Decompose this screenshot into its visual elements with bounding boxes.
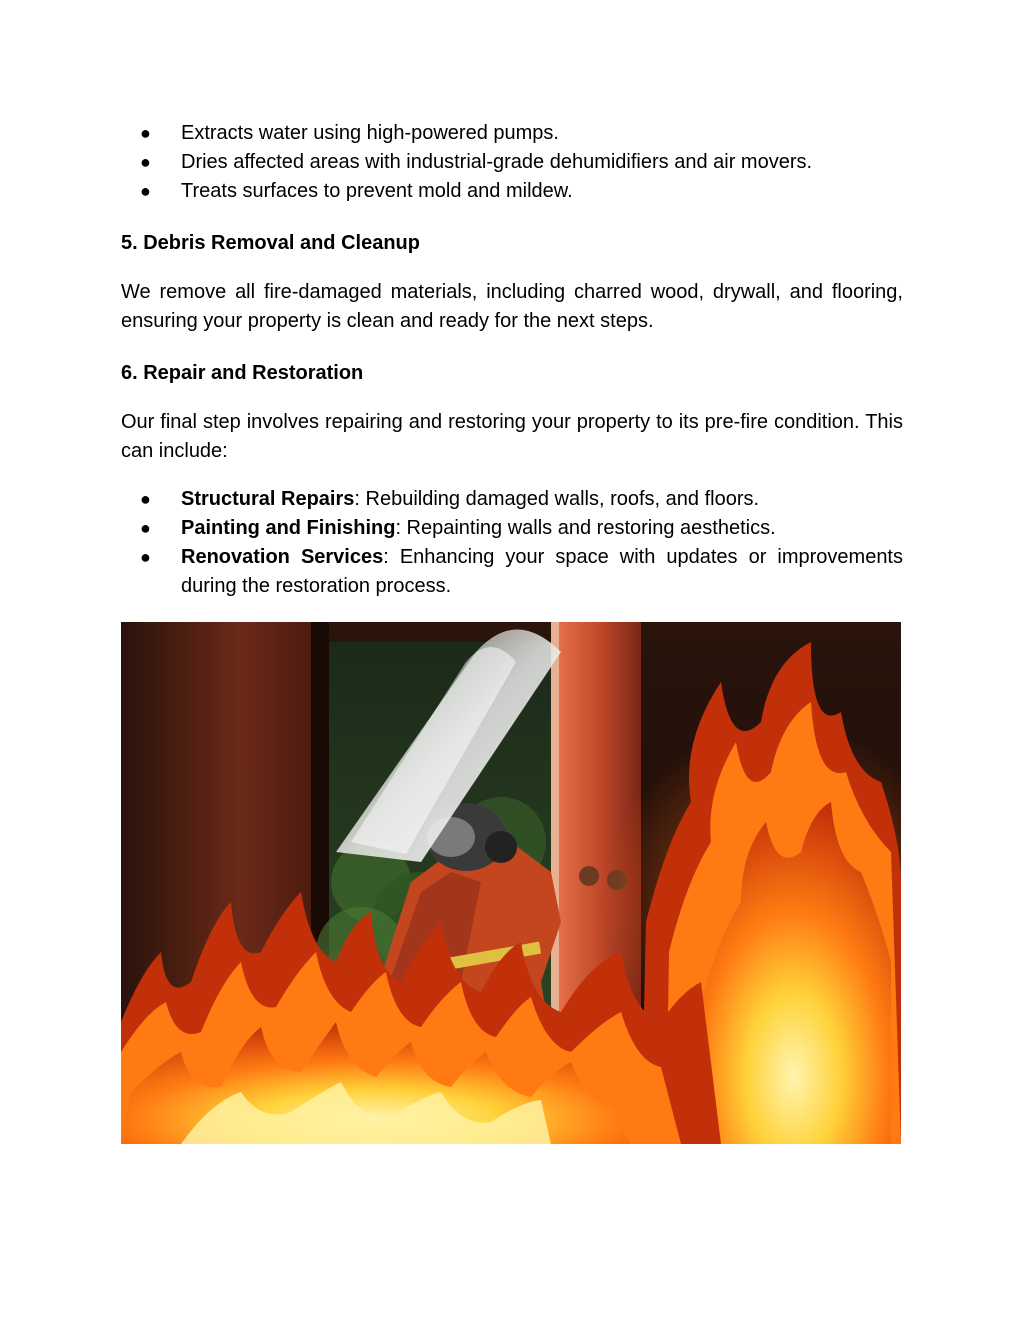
- list-item-term: Structural Repairs: [181, 488, 355, 510]
- list-item-term: Painting and Finishing: [181, 517, 396, 539]
- list-item-text: Extracts water using high-powered pumps.: [181, 122, 559, 144]
- bullet-icon: ●: [140, 152, 151, 172]
- bullet-icon: ●: [140, 518, 151, 538]
- list-item-description: : Enhancing your space with updates or improvements during the restoration process.: [181, 546, 903, 597]
- debris-section-heading: 5. Debris Removal and Cleanup: [121, 232, 420, 254]
- bullet-icon: ●: [140, 181, 151, 201]
- list-item: [140, 485, 903, 514]
- firefighter-fire-photo: [121, 622, 901, 1144]
- debris-section-paragraph: We remove all fire-damaged materials, including charred wood, drywall, and flooring, ensuring your property is clean and ready for the next steps.: [121, 281, 903, 332]
- firefighter-fire-illustration: [121, 622, 901, 1144]
- list-item: [140, 119, 903, 148]
- list-item: [140, 514, 903, 543]
- list-item-description: : Repainting walls and restoring aesthetics.: [395, 517, 776, 539]
- repair-section-paragraph: Our final step involves repairing and restoring your property to its pre-fire condition. This can include:: [121, 411, 903, 462]
- bullet-icon: ●: [140, 547, 151, 567]
- repair-services-list: [140, 485, 903, 601]
- water-extraction-list: [140, 119, 903, 206]
- list-item: [140, 543, 903, 601]
- list-item: [140, 148, 903, 177]
- list-item-text: Dries affected areas with industrial-grade dehumidifiers and air movers.: [181, 151, 813, 173]
- list-item: [140, 177, 903, 206]
- bullet-icon: ●: [140, 489, 151, 509]
- bullet-icon: ●: [140, 123, 151, 143]
- repair-section-heading: 6. Repair and Restoration: [121, 362, 364, 384]
- list-item-description: : Rebuilding damaged walls, roofs, and floors.: [354, 488, 760, 510]
- list-item-term: Renovation Services: [181, 546, 384, 568]
- list-item-text: Treats surfaces to prevent mold and mildew.: [181, 180, 573, 202]
